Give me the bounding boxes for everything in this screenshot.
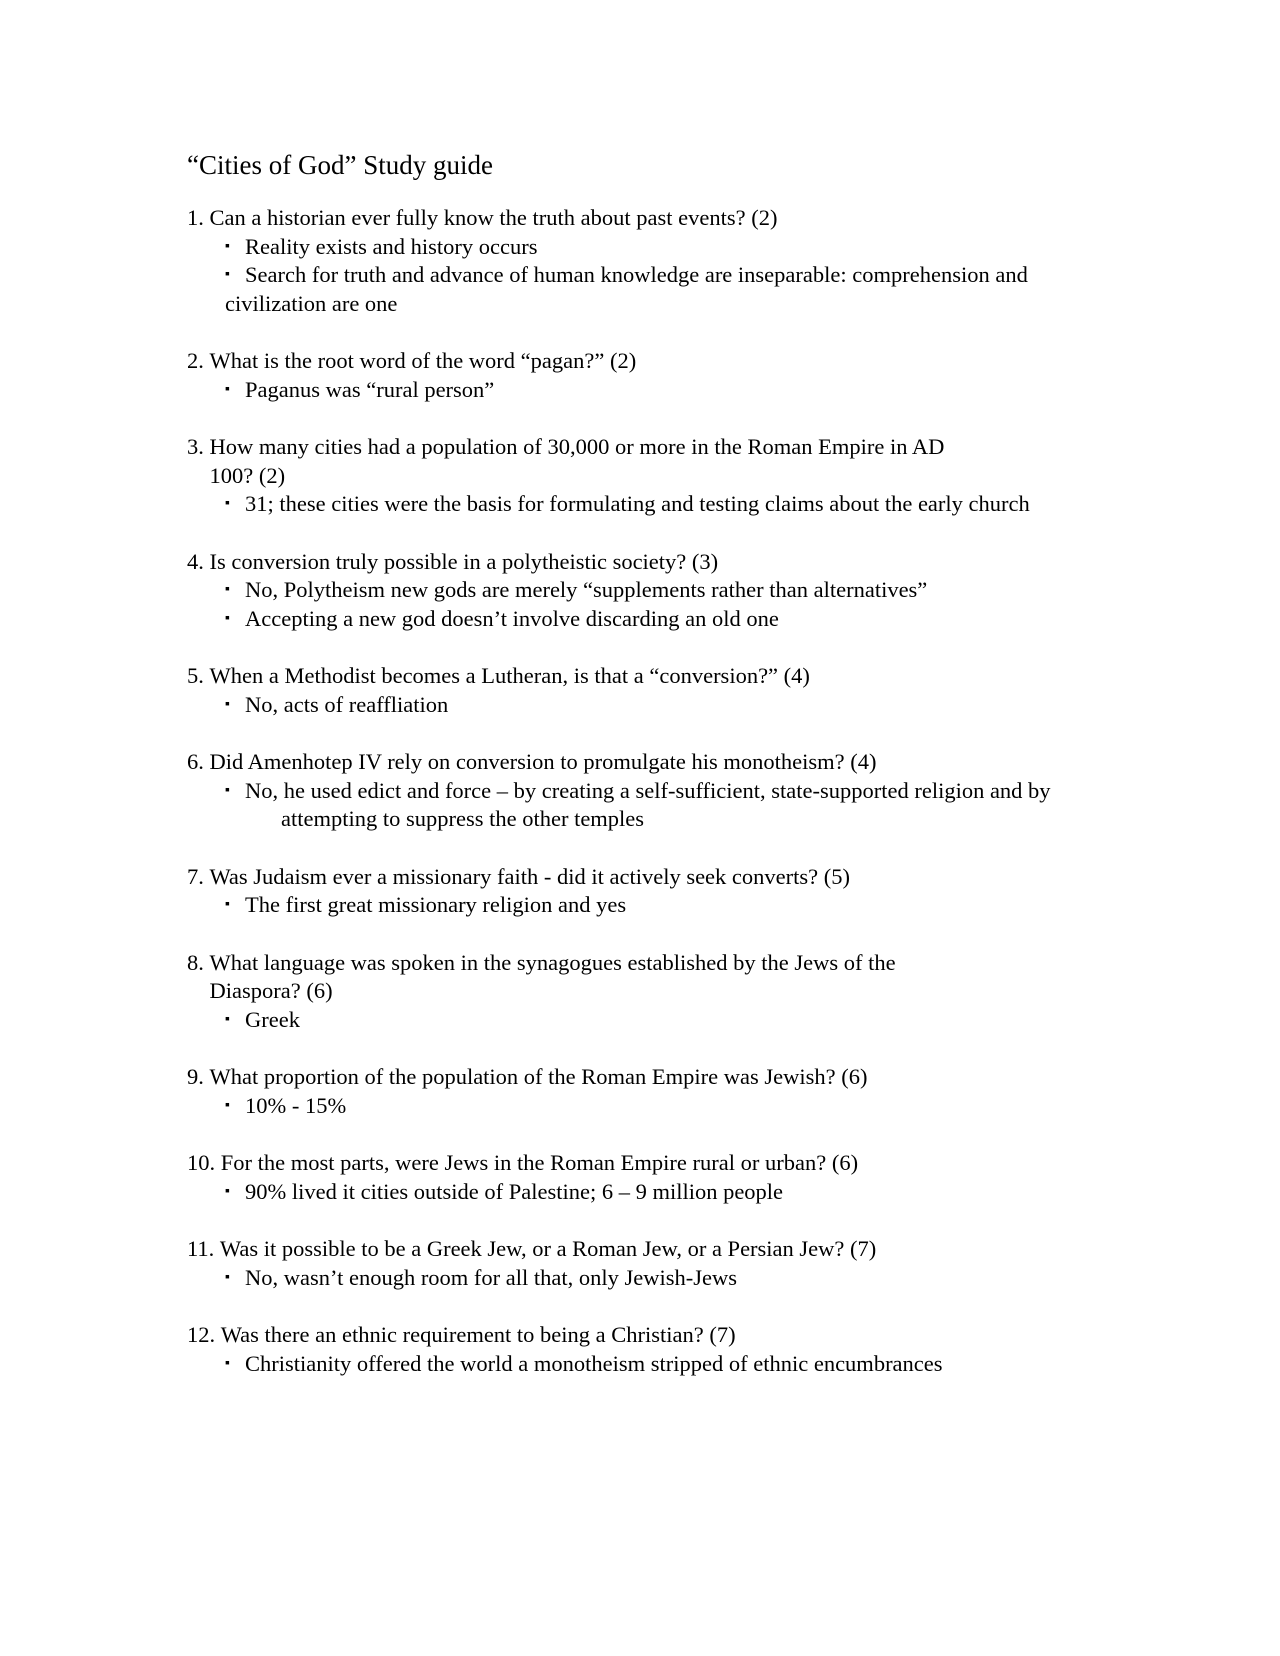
answer-text: Accepting a new god doesn’t involve discarding an old one (245, 605, 779, 631)
answer-text: No, wasn’t enough room for all that, only Jewish-Jews (245, 1264, 738, 1290)
bullet-icon: ▪ (225, 238, 230, 254)
question-text: Was Judaism ever a missionary faith - did it actively seek converts? (5) (209, 863, 850, 889)
bullet-icon: ▪ (225, 267, 230, 282)
question-line (187, 1235, 1087, 1264)
question-text: Was it possible to be a Greek Jew, or a Roman Jew, or a Persian Jew? (7) (219, 1236, 877, 1261)
question-item (187, 748, 1087, 834)
document-content (187, 148, 1087, 1407)
bullet-icon: ▪ (225, 610, 230, 626)
question-text: Is conversion truly possible in a polytheistic society? (3) (209, 548, 719, 574)
answer-list (187, 490, 1087, 519)
question-item (187, 1235, 1087, 1292)
question-number: 4. (187, 548, 210, 574)
bullet-icon: ▪ (225, 897, 230, 912)
question-number: 3. (187, 434, 210, 459)
answer-list (187, 233, 1087, 319)
question-item (187, 1063, 1087, 1120)
answer-list (187, 777, 1087, 834)
question-number: 6. (187, 749, 210, 774)
answer-text: 31; these cities were the basis for formulating and testing claims about the early church (245, 491, 1030, 516)
question-number: 10. (187, 1150, 221, 1175)
bullet-icon: ▪ (225, 1269, 230, 1285)
bullet-icon: ▪ (225, 1355, 230, 1371)
answer-list (187, 891, 1087, 920)
question-item (187, 1149, 1087, 1206)
question-number: 5. (187, 663, 210, 688)
answer-text: Christianity offered the world a monotheism stripped of ethnic encumbrances (245, 1350, 943, 1376)
question-text: Was there an ethnic requirement to being a Christian? (7) (220, 1322, 736, 1347)
answer-item (225, 777, 1087, 834)
answer-item (225, 376, 1087, 405)
answer-text: Greek (245, 1006, 300, 1032)
bullet-icon: ▪ (225, 582, 230, 597)
answer-text: No, acts of reaffliation (245, 691, 449, 717)
question-number: 2. (187, 348, 210, 373)
question-text: When a Methodist becomes a Lutheran, is that a “conversion?” (4) (209, 663, 810, 688)
question-line (187, 204, 1087, 233)
question-item (187, 548, 1087, 634)
answer-item (225, 1264, 1087, 1293)
answer-item (225, 233, 1087, 262)
answer-item (225, 1006, 1087, 1035)
answer-list (187, 1092, 1087, 1121)
question-line (187, 748, 1087, 777)
answer-text: Paganus was “rural person” (245, 376, 495, 402)
answer-text: The first great missionary religion and yes (245, 892, 627, 917)
bullet-icon: ▪ (225, 381, 230, 397)
question-text: For the most parts, were Jews in the Roman Empire rural or urban? (6) (220, 1150, 859, 1175)
answer-item (225, 576, 1087, 605)
question-line (187, 662, 1087, 691)
bullet-icon: ▪ (225, 496, 230, 511)
question-item (187, 433, 1087, 519)
question-line (187, 433, 1087, 490)
question-number: 12. (187, 1322, 221, 1347)
answer-text: No, he used edict and force – by creating a self-sufficient, state-supported religion and by attempting to suppress the other temples (245, 777, 1051, 831)
answer-text: 10% - 15% (245, 1092, 347, 1118)
answer-item (225, 490, 1087, 519)
answer-list (187, 1264, 1087, 1293)
question-list (187, 204, 1087, 1378)
question-text: Did Amenhotep IV rely on conversion to promulgate his monotheism? (4) (209, 749, 877, 774)
answer-text: 90% lived it cities outside of Palestine; 6 – 9 million people (245, 1178, 784, 1204)
question-text: Can a historian ever fully know the truth about past events? (2) (209, 205, 778, 230)
answer-list (187, 576, 1087, 633)
answer-list (187, 1178, 1087, 1207)
question-number: 7. (187, 863, 210, 889)
question-line (187, 1321, 1087, 1350)
question-number: 11. (187, 1236, 220, 1261)
document-title: “Cities of God” Study guide (187, 150, 493, 180)
question-number: 1. (187, 205, 210, 230)
question-text: How many cities had a population of 30,000 or more in the Roman Empire in AD 100? (2) (209, 434, 945, 488)
answer-item (225, 1350, 1087, 1379)
answer-list (187, 1006, 1087, 1035)
answer-text: No, Polytheism new gods are merely “supplements rather than alternatives” (245, 577, 928, 602)
answer-item (225, 1178, 1087, 1207)
question-line (187, 1063, 1087, 1092)
question-line (187, 347, 1087, 376)
bullet-icon: ▪ (225, 696, 230, 712)
bullet-icon: ▪ (225, 1183, 230, 1199)
bullet-icon: ▪ (225, 1011, 230, 1027)
answer-list (187, 1350, 1087, 1379)
question-line (187, 548, 1087, 577)
question-number: 8. (187, 949, 210, 975)
answer-item (225, 1092, 1087, 1121)
question-line (187, 949, 1087, 1006)
answer-item (225, 605, 1087, 634)
answer-list (187, 691, 1087, 720)
question-line (187, 1149, 1087, 1178)
question-text: What language was spoken in the synagogues established by the Jews of the Diaspora? (6) (209, 949, 896, 1003)
question-number: 9. (187, 1064, 210, 1089)
question-item (187, 204, 1087, 318)
answer-item (225, 891, 1087, 920)
question-item (187, 863, 1087, 920)
question-line (187, 863, 1087, 892)
question-item (187, 662, 1087, 719)
answer-text: Search for truth and advance of human knowledge are inseparable: comprehension and civilization are one (225, 262, 1028, 316)
question-text: What proportion of the population of the Roman Empire was Jewish? (6) (209, 1064, 868, 1089)
answer-text: Reality exists and history occurs (245, 233, 538, 259)
question-item (187, 347, 1087, 404)
bullet-icon: ▪ (225, 782, 230, 798)
bullet-icon: ▪ (225, 1097, 230, 1113)
question-item (187, 1321, 1087, 1378)
answer-item (225, 691, 1087, 720)
question-item (187, 949, 1087, 1035)
question-text: What is the root word of the word “pagan?” (2) (209, 348, 637, 373)
answer-list (187, 376, 1087, 405)
answer-item (225, 261, 1087, 318)
